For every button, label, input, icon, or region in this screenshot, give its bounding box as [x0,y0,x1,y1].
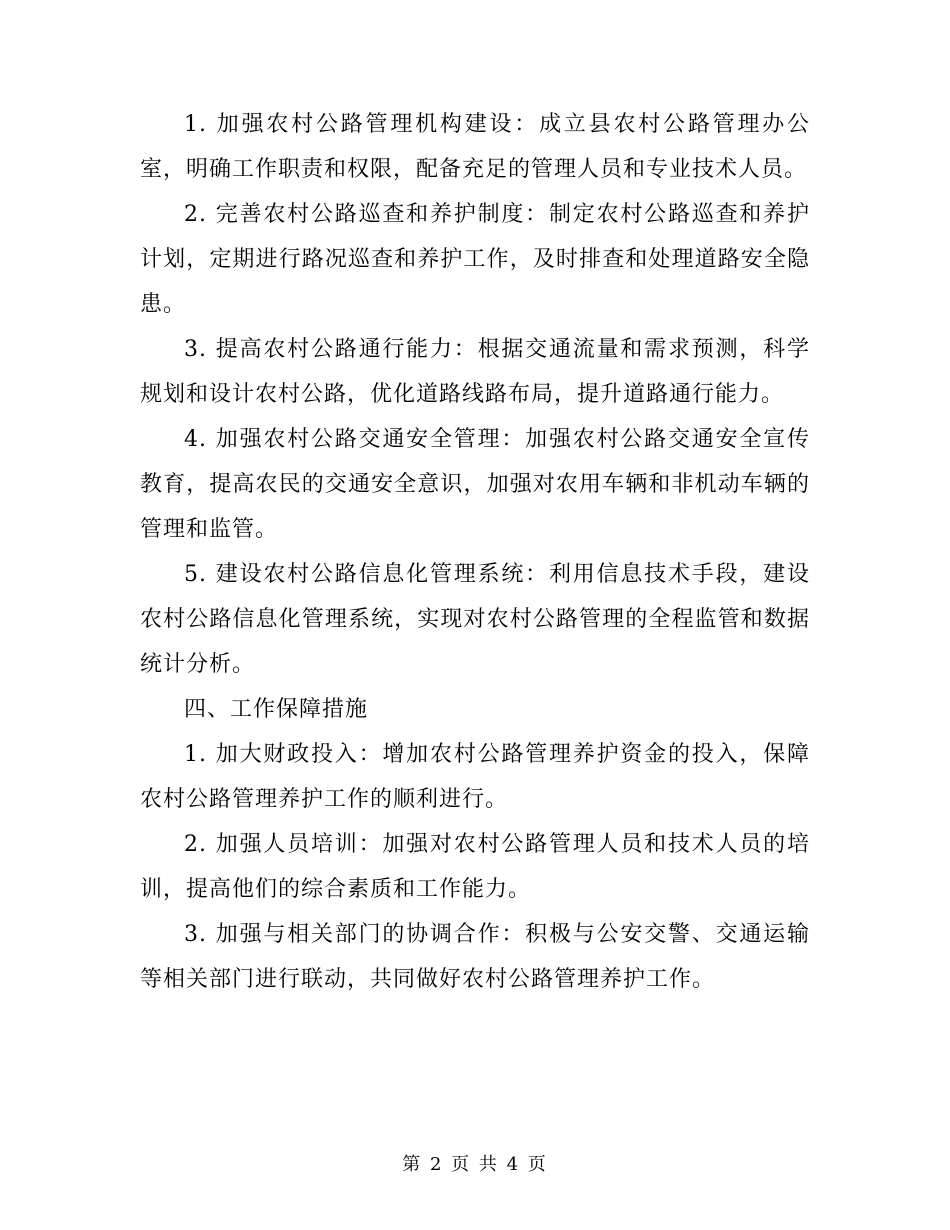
list-item: 3. 加强与相关部门的协调合作：积极与公安交警、交通运输等相关部门进行联动，共同做好农村公路管理养护工作。 [140,922,810,992]
list-item: 3. 提高农村公路通行能力：根据交通流量和需求预测，科学规划和设计农村公路，优化道路线路布局，提升道路通行能力。 [140,337,810,407]
list-item: 4. 加强农村公路交通安全管理：加强农村公路交通安全宣传教育，提高农民的交通安全意识，加强对农用车辆和非机动车辆的管理和监管。 [140,427,810,542]
list-item: 1. 加强农村公路管理机构建设：成立县农村公路管理办公室，明确工作职责和权限，配备充足的管理人员和专业技术人员。 [140,112,810,182]
list-item: 1. 加大财政投入：增加农村公路管理养护资金的投入，保障农村公路管理养护工作的顺利进行。 [140,742,810,812]
list-item: 5. 建设农村公路信息化管理系统：利用信息技术手段，建设农村公路信息化管理系统，实现对农村公路管理的全程监管和数据统计分析。 [140,562,810,677]
document-body [140,102,810,1002]
list-item: 2. 完善农村公路巡查和养护制度：制定农村公路巡查和养护计划，定期进行路况巡查和养护工作，及时排查和处理道路安全隐患。 [140,202,810,317]
list-item: 2. 加强人员培训：加强对农村公路管理人员和技术人员的培训，提高他们的综合素质和工作能力。 [140,832,810,902]
section-heading: 四、工作保障措施 [184,697,369,722]
page-number-footer: 第 2 页 共 4 页 [402,1154,548,1175]
